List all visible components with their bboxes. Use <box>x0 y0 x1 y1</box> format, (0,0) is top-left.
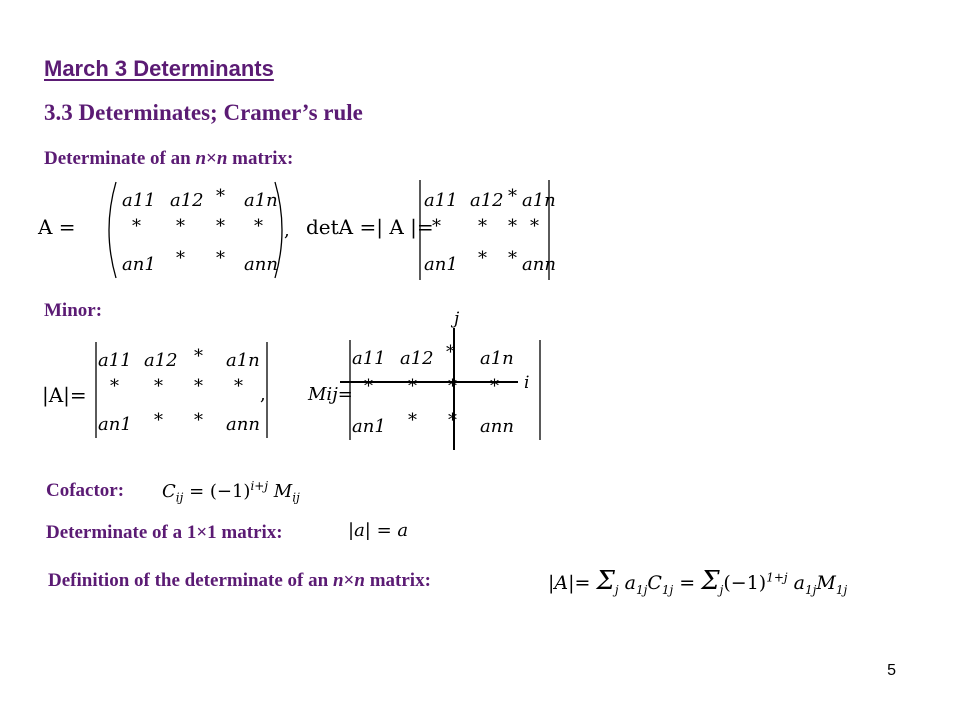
entry: * <box>154 376 163 397</box>
left-paren <box>109 182 116 278</box>
entry: * <box>490 376 499 397</box>
entry: an1 <box>98 414 132 435</box>
entry: * <box>254 216 263 237</box>
entry: a1n <box>480 348 514 369</box>
entry: a12 <box>170 190 204 211</box>
entry: a12 <box>400 348 434 369</box>
cofactor-label: Cofactor: <box>46 480 125 501</box>
entry: * <box>432 216 441 237</box>
entry: * <box>110 376 119 397</box>
entry: an1 <box>122 254 156 275</box>
svg-text:,: , <box>260 384 266 405</box>
entry: * <box>408 376 417 397</box>
entry: * <box>508 186 517 207</box>
column-j-label: j <box>454 309 460 329</box>
entry: a11 <box>424 190 458 211</box>
entry: * <box>448 410 457 431</box>
entry: ann <box>226 414 260 435</box>
Mij-eq: Mij= <box>308 384 353 405</box>
entry: a1n <box>522 190 556 211</box>
entry: * <box>216 216 225 237</box>
entry: an1 <box>352 416 386 437</box>
entry: ann <box>480 416 514 437</box>
slide-subtitle: 3.3 Determinates; Cramer’s rule <box>44 100 363 125</box>
entry: * <box>478 216 487 237</box>
entry: * <box>478 248 487 269</box>
page-number: 5 <box>887 662 896 679</box>
entry: * <box>194 346 203 367</box>
entry: ann <box>522 254 556 275</box>
matrix-absA-entries <box>98 346 260 435</box>
minor-label: Minor: <box>44 300 103 321</box>
entry: * <box>132 216 141 237</box>
entry: a12 <box>470 190 504 211</box>
entry: * <box>176 248 185 269</box>
entry: * <box>448 376 457 397</box>
entry: * <box>446 342 455 363</box>
entry: a1n <box>226 350 260 371</box>
entry: * <box>530 216 539 237</box>
entry: an1 <box>424 254 458 275</box>
matrix-detA-entries <box>424 186 556 275</box>
A-eq: A = <box>38 215 76 239</box>
definition-label: Definition of the determinate of an n×n matrix: <box>48 570 431 591</box>
cofactor-formula: $C_{ij} = (-1)^{i+j}$ $M_{ij}$ <box>162 479 300 505</box>
row-i-label: i <box>524 373 530 393</box>
entry: * <box>508 216 517 237</box>
entry: * <box>364 376 373 397</box>
definition-formula: $|A|= \Sigma_j$ $a_{1j}C_{1j} = \Sigma_j(-1)^{1+j}$ $a_{1j}M_{1j}$ <box>548 566 848 597</box>
matrix-A-entries <box>122 186 278 275</box>
slide-title: March 3 Determinants <box>44 56 274 81</box>
entry: a11 <box>352 348 386 369</box>
entry: ann <box>244 254 278 275</box>
entry: * <box>154 410 163 431</box>
entry: * <box>176 216 185 237</box>
determinant-label: Determinate of an n×n matrix: <box>44 148 294 169</box>
entry: a11 <box>98 350 132 371</box>
absA-eq: |A|= <box>42 383 87 407</box>
determinant-formula <box>30 172 570 292</box>
matrix-minor-entries <box>352 342 514 437</box>
entry: a11 <box>122 190 156 211</box>
entry: * <box>408 410 417 431</box>
entry: a12 <box>144 350 178 371</box>
entry: * <box>234 376 243 397</box>
detA-eq: detA =| A |= <box>306 215 434 239</box>
svg-text:,: , <box>284 220 290 241</box>
entry: * <box>194 376 203 397</box>
minor-formula <box>30 300 550 460</box>
entry: * <box>508 248 517 269</box>
entry: * <box>194 410 203 431</box>
entry: * <box>216 186 225 207</box>
entry: a1n <box>244 190 278 211</box>
entry: * <box>216 248 225 269</box>
one-by-one-label: Determinate of a 1×1 matrix: <box>46 522 283 543</box>
one-by-one-formula: |a| = a <box>348 520 409 541</box>
